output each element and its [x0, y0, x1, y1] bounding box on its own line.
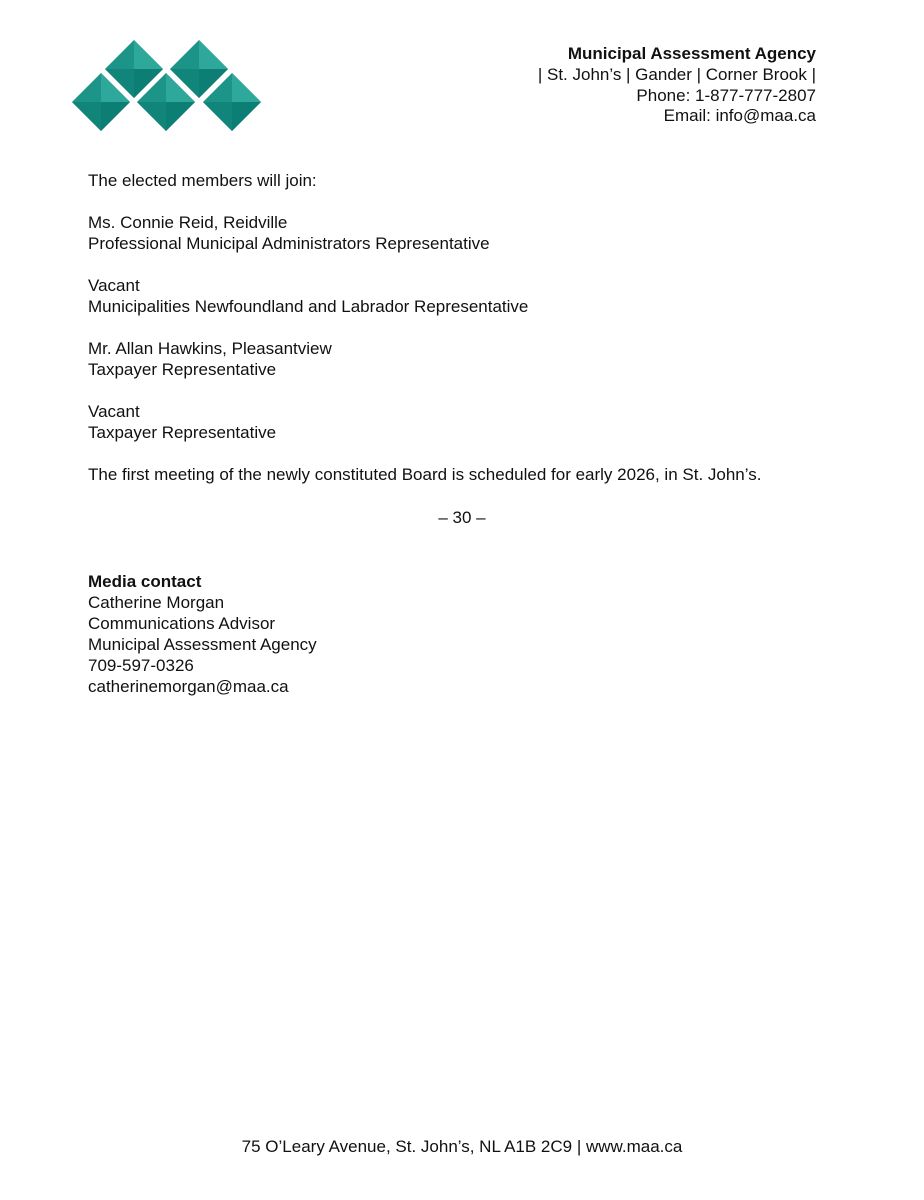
- member-role: Taxpayer Representative: [88, 360, 277, 379]
- letterhead-phone: Phone: 1-877-777-2807: [636, 85, 816, 105]
- footer-address: 75 O’Leary Avenue, St. John’s, NL A1B 2C9 | www.maa.ca: [241, 1137, 683, 1156]
- member-entry: [88, 275, 848, 317]
- member-name: Vacant: [88, 402, 140, 421]
- member-name: Mr. Allan Hawkins, Pleasantview: [88, 339, 332, 358]
- contact-name: Catherine Morgan: [88, 593, 225, 612]
- letterhead: [538, 44, 816, 127]
- media-contact-heading: Media contact: [88, 572, 202, 591]
- office-locations: | St. John’s | Gander | Corner Brook |: [537, 64, 816, 84]
- contact-title: Communications Advisor: [88, 614, 276, 633]
- contact-email: catherinemorgan@maa.ca: [88, 677, 289, 696]
- closing-paragraph: The first meeting of the newly constituted Board is scheduled for early 2026, in St. John’s.: [88, 465, 762, 484]
- member-role: Municipalities Newfoundland and Labrador Representative: [88, 297, 529, 316]
- member-name: Ms. Connie Reid, Reidville: [88, 213, 288, 232]
- member-role: Taxpayer Representative: [88, 423, 277, 442]
- org-name: Municipal Assessment Agency: [567, 44, 816, 63]
- member-role: Professional Municipal Administrators Representative: [88, 234, 490, 253]
- end-marker: – 30 –: [438, 508, 486, 527]
- contact-organization: Municipal Assessment Agency: [88, 635, 317, 654]
- release-body: [88, 170, 848, 506]
- letterhead-email: Email: info@maa.ca: [663, 106, 816, 126]
- media-contact: [88, 571, 317, 697]
- member-entry: [88, 401, 848, 443]
- member-entry: [88, 338, 848, 380]
- intro-paragraph: The elected members will join:: [88, 171, 317, 190]
- maa-logo: [72, 40, 262, 132]
- member-name: Vacant: [88, 276, 140, 295]
- member-entry: [88, 212, 848, 254]
- contact-phone: 709-597-0326: [88, 656, 194, 675]
